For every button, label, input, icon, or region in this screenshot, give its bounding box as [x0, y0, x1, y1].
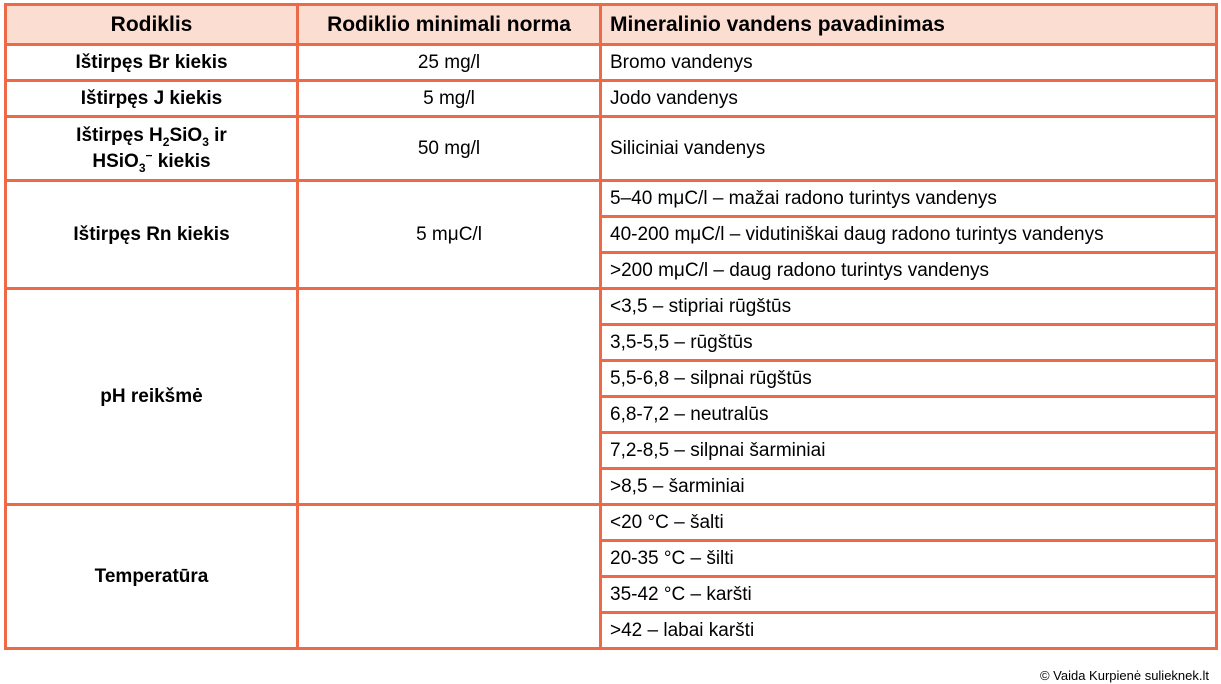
- table-header-row: [6, 5, 1217, 45]
- norm-cell: 5 mg/l: [298, 81, 601, 117]
- param-text: HSiO: [92, 150, 139, 172]
- header-rodiklis: Rodiklis: [6, 5, 298, 45]
- table-row: [6, 181, 1217, 217]
- param-cell: Temperatūra: [6, 505, 298, 649]
- norm-cell: 25 mg/l: [298, 45, 601, 81]
- header-minimali-norma: Rodiklio minimali norma: [298, 5, 601, 45]
- name-cell: Bromo vandenys: [601, 45, 1217, 81]
- param-text: ir: [208, 124, 227, 146]
- name-cell: 7,2-8,5 – silpnai šarminiai: [601, 433, 1217, 469]
- name-cell: 5–40 mμC/l – mažai radono turintys vandenys: [601, 181, 1217, 217]
- name-cell: >42 – labai karšti: [601, 613, 1217, 649]
- norm-cell: [298, 505, 601, 649]
- name-cell: 3,5-5,5 – rūgštūs: [601, 325, 1217, 361]
- table-row: [6, 289, 1217, 325]
- norm-cell: [298, 289, 601, 505]
- param-text: Ištirpęs H: [76, 124, 163, 146]
- norm-cell: 5 mμC/l: [298, 181, 601, 289]
- param-line-2: [15, 149, 288, 175]
- name-cell: >8,5 – šarminiai: [601, 469, 1217, 505]
- superscript: −: [145, 148, 153, 163]
- norm-cell: 50 mg/l: [298, 117, 601, 181]
- param-text: SiO: [169, 124, 203, 146]
- param-text: kiekis: [152, 150, 211, 172]
- table-row: [6, 505, 1217, 541]
- param-cell: Ištirpęs J kiekis: [6, 81, 298, 117]
- name-cell: 5,5-6,8 – silpnai rūgštūs: [601, 361, 1217, 397]
- name-cell: 40-200 mμC/l – vidutiniškai daug radono turintys vandenys: [601, 217, 1217, 253]
- name-cell: <3,5 – stipriai rūgštūs: [601, 289, 1217, 325]
- name-cell: 20-35 °C – šilti: [601, 541, 1217, 577]
- param-cell: Ištirpęs Rn kiekis: [6, 181, 298, 289]
- param-line-1: [15, 123, 288, 149]
- header-pavadinimas: Mineralinio vandens pavadinimas: [601, 5, 1217, 45]
- subscript: 3: [138, 160, 146, 175]
- mineral-water-table: [4, 3, 1218, 650]
- subscript: 3: [202, 134, 209, 149]
- name-cell: 35-42 °C – karšti: [601, 577, 1217, 613]
- table-row: [6, 117, 1217, 181]
- table-row: [6, 45, 1217, 81]
- name-cell: <20 °C – šalti: [601, 505, 1217, 541]
- subscript: 2: [162, 134, 170, 149]
- copyright-notice: © Vaida Kurpienė sulieknek.lt: [1039, 668, 1209, 683]
- param-cell: pH reikšmė: [6, 289, 298, 505]
- table-row: [6, 81, 1217, 117]
- name-cell: >200 mμC/l – daug radono turintys vandenys: [601, 253, 1217, 289]
- param-cell: [6, 117, 298, 181]
- name-cell: Jodo vandenys: [601, 81, 1217, 117]
- name-cell: Siliciniai vandenys: [601, 117, 1217, 181]
- param-cell: Ištirpęs Br kiekis: [6, 45, 298, 81]
- name-cell: 6,8-7,2 – neutralūs: [601, 397, 1217, 433]
